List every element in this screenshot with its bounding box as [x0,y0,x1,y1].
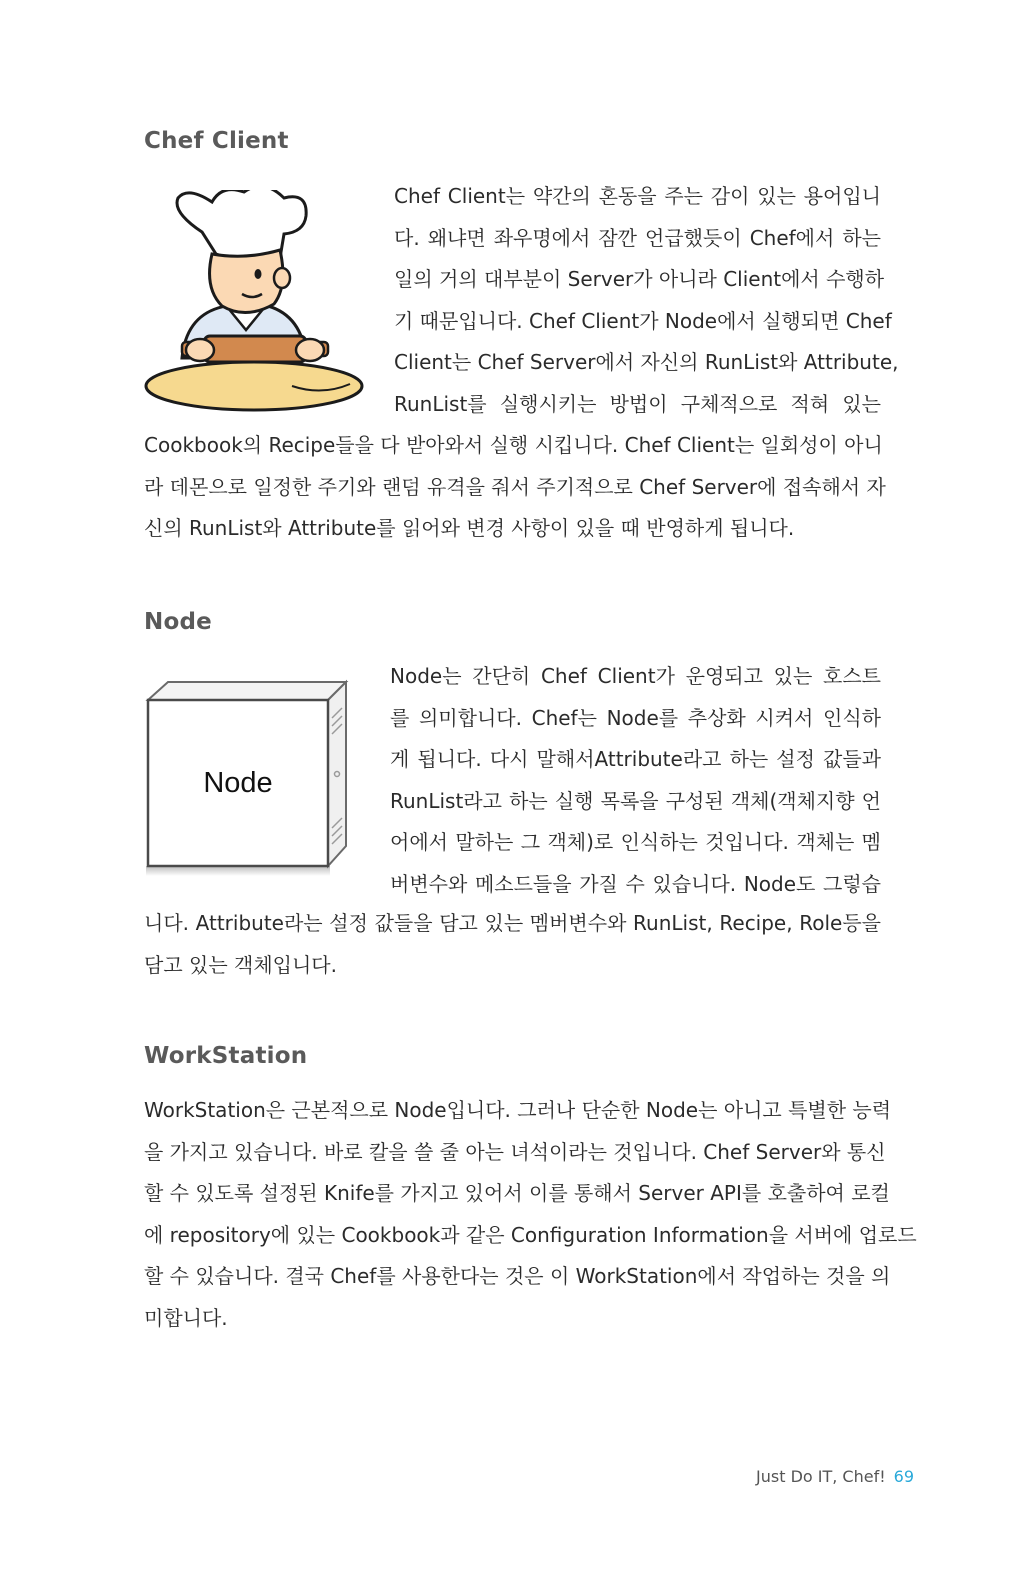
text-line: 신의 RunList와 Attribute를 읽어와 변경 사항이 있을 때 반영하게 됩니다. [144,516,795,540]
text-line: 할 수 있습니다. 결국 Chef를 사용한다는 것은 이 WorkStation에서 작업하는 것을 의 [144,1264,891,1288]
section-title-node: Node [144,609,212,635]
text-line: 라 데몬으로 일정한 주기와 랜덤 유격을 줘서 주기적으로 Chef Server에 접속해서 자 [144,474,886,499]
text-line: 기 때문입니다. Chef Client가 Node에서 실행되면 Chef [394,308,892,333]
text-line: Chef Client는 약간의 혼동을 주는 감이 있는 용어입니 [394,184,881,208]
chef-client-paragraph-wrap [394,176,899,425]
page-number: 69 [893,1467,914,1486]
node-paragraph-wrap [390,656,881,905]
workstation-paragraph [144,1090,917,1339]
text-line: 에 repository에 있는 Cookbook과 같은 Configuration Information을 서버에 업로드 [144,1222,917,1247]
page-footer [756,1467,914,1486]
text-line: 니다. Attribute라는 설정 값들을 담고 있는 멤버변수와 RunList, Recipe, Role등을 [144,911,881,935]
text-line: 다. 왜냐면 좌우명에서 잠깐 언급했듯이 Chef에서 하는 [394,225,881,250]
text-line: 미합니다. [144,1305,228,1330]
section-title-chef-client: Chef Client [144,128,289,154]
text-line: Client는 Chef Server에서 자신의 RunList와 Attribute, [394,350,899,374]
node-box-label: Node [203,766,273,799]
node-paragraph-full [144,903,881,986]
text-line: 담고 있는 객체입니다. [144,952,337,977]
section-title-workstation: WorkStation [144,1043,308,1069]
text-line: 을 가지고 있습니다. 바로 칼을 쓸 줄 아는 녀석이라는 것입니다. Chef Server와 통신 [144,1139,886,1164]
chef-illustration [142,190,364,412]
text-line: Cookbook의 Recipe들을 다 받아와서 실행 시킵니다. Chef Client는 일회성이 아니 [144,433,883,457]
node-box-illustration [142,678,354,878]
text-line: RunList라고 하는 실행 목록을 구성된 객체(객체지향 언 [390,788,881,813]
book-title: Just Do IT, Chef! [756,1467,886,1486]
text-line: 를 의미합니다. Chef는 Node를 추상화 시켜서 인식하 [390,705,881,730]
text-line: Node는 간단히 Chef Client가 운영되고 있는 호스트 [390,664,881,688]
text-line: 할 수 있도록 설정된 Knife를 가지고 있어서 이를 통해서 Server API를 호출하여 로컬 [144,1181,890,1205]
text-line: 버변수와 메소드들을 가질 수 있습니다. Node도 그렇습 [390,871,881,896]
text-line: RunList를 실행시키는 방법이 구체적으로 적혀 있는 [394,391,881,416]
text-line: 게 됩니다. 다시 말해서Attribute라고 하는 설정 값들과 [390,747,881,771]
text-line: WorkStation은 근본적으로 Node입니다. 그러나 단순한 Node는 아니고 특별한 능력 [144,1098,892,1122]
chef-client-paragraph-full [144,425,886,550]
text-line: 어에서 말하는 그 객체)로 인식하는 것입니다. 객체는 멤 [390,830,881,854]
chef-icon [142,190,364,412]
text-line: 일의 거의 대부분이 Server가 아니라 Client에서 수행하 [394,267,885,291]
